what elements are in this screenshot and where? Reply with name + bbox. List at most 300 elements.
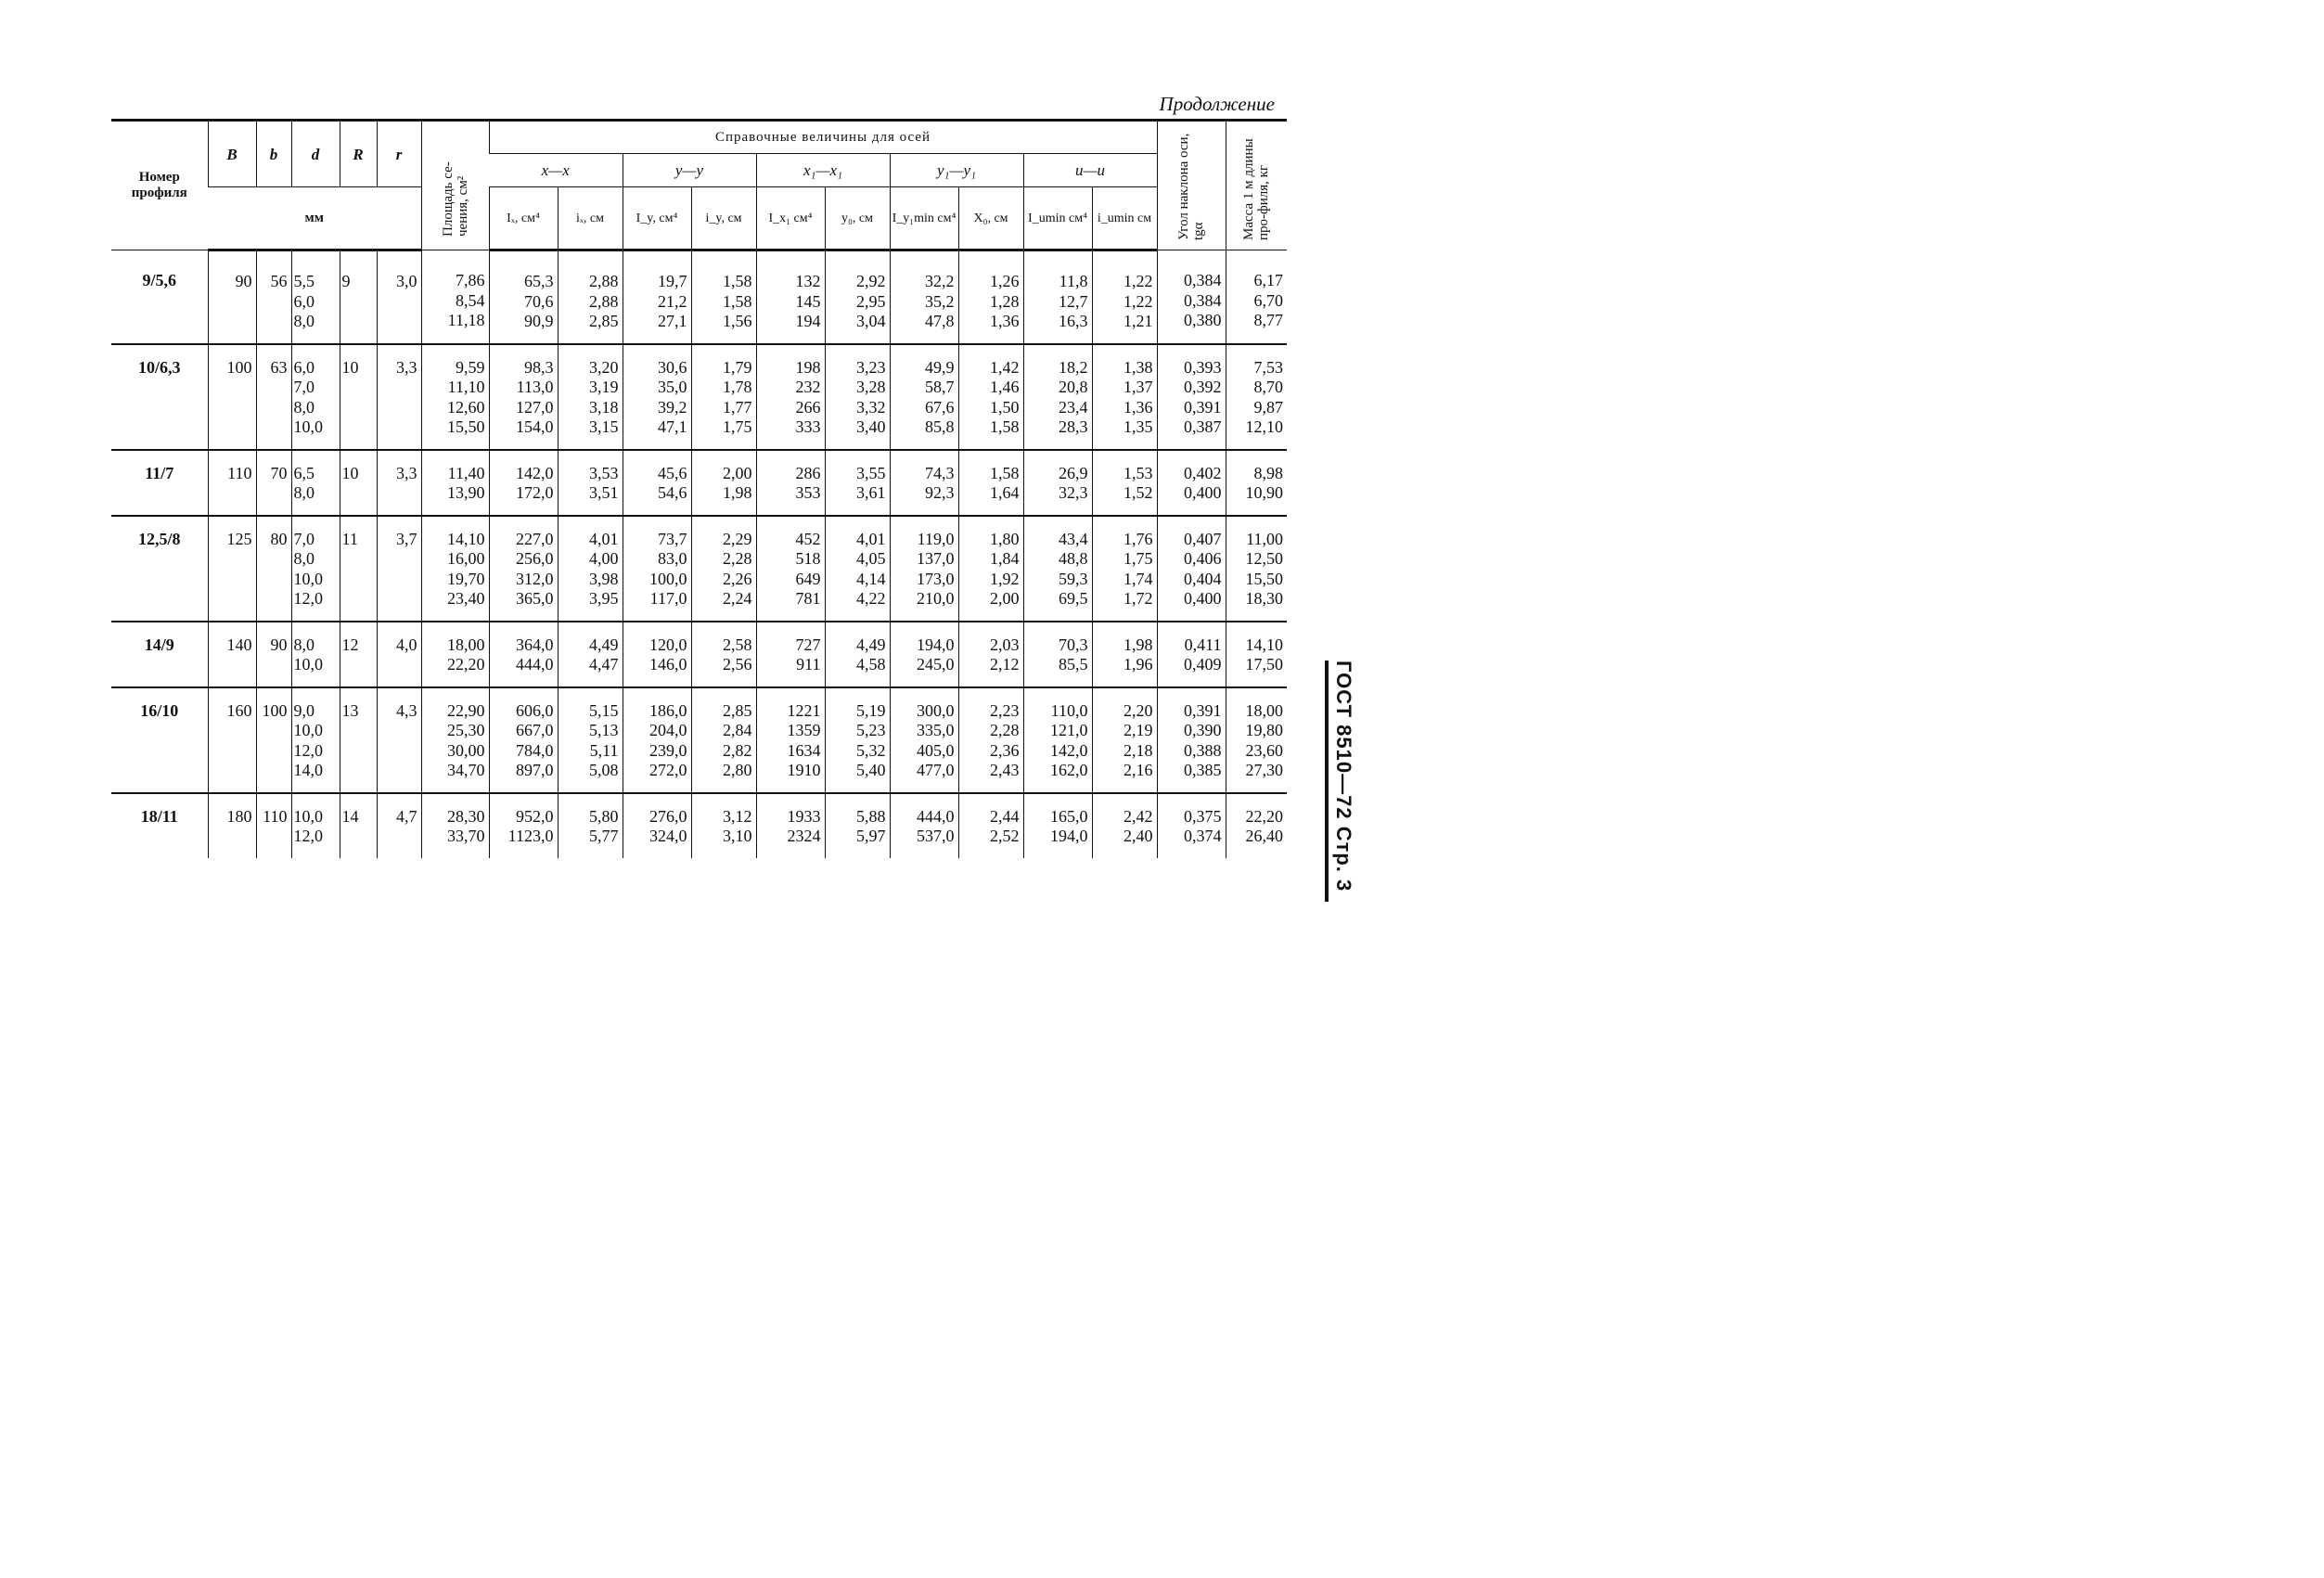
cell-value: 4,01 xyxy=(589,529,619,548)
cell-value: 2,26 xyxy=(723,569,752,588)
cell-value: 98,3 xyxy=(524,357,554,377)
profile-table-wrap xyxy=(111,119,1287,858)
cell-value: 59,3 xyxy=(1059,569,1088,588)
cell-value: 333 xyxy=(795,417,821,436)
cell-value: 18,00 xyxy=(447,635,485,654)
cell-value: 6,70 xyxy=(1253,290,1283,310)
cell-value: 137,0 xyxy=(917,549,955,568)
cell-value: 9,87 xyxy=(1253,397,1283,417)
cell-value: 364,0 xyxy=(516,635,554,654)
cell-value: 300,0 xyxy=(917,700,955,720)
cell-value: 3,3 xyxy=(396,357,417,377)
cell-iy xyxy=(691,344,756,450)
cell-y0 xyxy=(825,793,890,858)
cell-value: 2,43 xyxy=(990,761,1020,779)
cell-b xyxy=(256,622,291,687)
profile-number: 16/10 xyxy=(140,700,179,720)
cell-r xyxy=(377,516,421,622)
cell-value: 4,3 xyxy=(396,700,417,720)
cell-value: 2,85 xyxy=(723,700,752,720)
cell-value: 23,40 xyxy=(447,589,485,608)
cell-value: 1,36 xyxy=(1123,397,1153,417)
cell-Iy1 xyxy=(890,687,958,793)
cell-value: 3,23 xyxy=(856,357,886,377)
cell-r xyxy=(377,344,421,450)
cell-value: 335,0 xyxy=(917,721,955,739)
cell-value: 3,7 xyxy=(396,529,417,548)
cell-value: 0,407 xyxy=(1184,529,1222,548)
cell-value: 110,0 xyxy=(1050,700,1088,720)
cell-value: 405,0 xyxy=(917,740,955,760)
cell-X0 xyxy=(958,622,1023,687)
cell-profile xyxy=(111,622,208,687)
cell-b xyxy=(256,250,291,344)
cell-value: 26,9 xyxy=(1059,463,1088,482)
cell-value: 67,6 xyxy=(925,397,955,417)
cell-value: 10,0 xyxy=(293,806,323,826)
cell-value: 1,50 xyxy=(990,397,1020,417)
cell-value: 90 xyxy=(235,272,252,290)
cell-value: 444,0 xyxy=(516,655,554,674)
cell-Iu xyxy=(1023,622,1092,687)
cell-tg xyxy=(1157,687,1226,793)
cell-value: 2,95 xyxy=(856,291,886,311)
cell-value: 92,3 xyxy=(925,483,955,502)
cell-value: 16,3 xyxy=(1059,312,1088,330)
cell-value: 14,0 xyxy=(293,761,323,779)
cell-Iy1 xyxy=(890,344,958,450)
cell-value: 0,391 xyxy=(1184,700,1222,720)
cell-B xyxy=(208,516,256,622)
axis-y1y1-header: y₁—y₁ xyxy=(890,154,1023,187)
cell-r xyxy=(377,450,421,516)
col-X0-header: X₀, см xyxy=(958,187,1023,250)
cell-y0 xyxy=(825,516,890,622)
cell-value: 14 xyxy=(341,806,359,826)
cell-value: 100,0 xyxy=(649,569,687,588)
col-profile-header: Номер профиля xyxy=(111,121,208,250)
cell-value: 952,0 xyxy=(516,806,554,826)
cell-value: 1,35 xyxy=(1123,417,1153,436)
cell-d xyxy=(291,250,340,344)
cell-value: 1,75 xyxy=(723,417,752,436)
cell-value: 6,0 xyxy=(293,291,315,311)
cell-value: 537,0 xyxy=(917,827,955,845)
cell-mass xyxy=(1226,793,1287,858)
cell-mass xyxy=(1226,250,1287,344)
cell-value: 26,40 xyxy=(1245,827,1283,845)
col-iy-header: i_y, см xyxy=(691,187,756,250)
cell-R xyxy=(340,793,377,858)
cell-value: 1,58 xyxy=(723,272,752,290)
cell-value: 17,50 xyxy=(1245,655,1283,674)
cell-value: 1,96 xyxy=(1123,655,1153,674)
cell-Iy1 xyxy=(890,622,958,687)
cell-value: 23,4 xyxy=(1059,397,1088,417)
cell-value: 14,10 xyxy=(447,529,485,548)
cell-value: 10 xyxy=(341,463,359,482)
cell-value: 4,22 xyxy=(856,589,886,608)
cell-Iy xyxy=(623,687,691,793)
profile-number: 14/9 xyxy=(144,635,174,654)
cell-value: 1,58 xyxy=(723,291,752,311)
col-mass-header xyxy=(1226,121,1287,250)
cell-b xyxy=(256,687,291,793)
axis-yy-header: y—y xyxy=(623,154,756,187)
cell-value: 58,7 xyxy=(925,378,955,396)
col-y0-header: y₀, см xyxy=(825,187,890,250)
cell-Iy1 xyxy=(890,450,958,516)
cell-value: 162,0 xyxy=(1050,761,1088,779)
cell-value: 2,80 xyxy=(723,761,752,779)
cell-value: 2,92 xyxy=(856,272,886,290)
cell-value: 7,0 xyxy=(293,529,315,548)
cell-value: 49,9 xyxy=(925,357,955,377)
cell-value: 204,0 xyxy=(649,721,687,739)
cell-value: 2324 xyxy=(787,827,821,845)
cell-value: 5,40 xyxy=(856,761,886,779)
cell-value: 232 xyxy=(795,378,821,396)
cell-value: 85,8 xyxy=(925,417,955,436)
cell-iy xyxy=(691,250,756,344)
cell-X0 xyxy=(958,450,1023,516)
cell-value: 1,56 xyxy=(723,312,752,330)
cell-ix xyxy=(558,687,623,793)
reference-header: Справочные величины для осей xyxy=(489,121,1157,154)
cell-value: 1221 xyxy=(787,700,821,720)
cell-Iy1 xyxy=(890,516,958,622)
cell-value: 3,98 xyxy=(589,569,619,588)
cell-area xyxy=(421,450,489,516)
cell-value: 11,8 xyxy=(1059,272,1088,290)
cell-d xyxy=(291,450,340,516)
cell-value: 5,19 xyxy=(856,700,886,720)
cell-value: 186,0 xyxy=(649,700,687,720)
cell-value: 2,20 xyxy=(1123,700,1153,720)
cell-area xyxy=(421,793,489,858)
cell-value: 1,22 xyxy=(1123,272,1153,290)
cell-value: 8,54 xyxy=(456,290,485,310)
cell-value: 10,0 xyxy=(293,655,323,674)
cell-iu xyxy=(1092,450,1157,516)
cell-value: 4,58 xyxy=(856,655,886,674)
cell-B xyxy=(208,622,256,687)
cell-value: 1910 xyxy=(787,761,821,779)
table-row xyxy=(111,450,1287,516)
cell-value: 48,8 xyxy=(1059,549,1088,568)
cell-value: 172,0 xyxy=(516,483,554,502)
col-Iy1min-header: I_y₁min см⁴ xyxy=(890,187,958,250)
cell-area xyxy=(421,516,489,622)
cell-tg xyxy=(1157,516,1226,622)
cell-value: 32,2 xyxy=(925,272,955,290)
cell-value: 198 xyxy=(795,357,821,377)
cell-B xyxy=(208,793,256,858)
cell-value: 5,80 xyxy=(589,806,619,826)
cell-value: 1,28 xyxy=(990,291,1020,311)
cell-value: 2,40 xyxy=(1123,827,1153,845)
cell-ix xyxy=(558,516,623,622)
cell-value: 1,21 xyxy=(1123,312,1153,330)
col-B-header: B xyxy=(208,121,256,187)
cell-value: 518 xyxy=(795,549,821,568)
cell-y0 xyxy=(825,687,890,793)
cell-iu xyxy=(1092,516,1157,622)
cell-value: 5,11 xyxy=(589,740,619,760)
cell-ix xyxy=(558,450,623,516)
cell-value: 1,37 xyxy=(1123,378,1153,396)
cell-value: 160 xyxy=(226,700,252,720)
cell-value: 12,60 xyxy=(447,397,485,417)
cell-value: 11 xyxy=(341,529,358,548)
cell-value: 23,60 xyxy=(1245,740,1283,760)
cell-value: 2,44 xyxy=(990,806,1020,826)
cell-value: 2,58 xyxy=(723,635,752,654)
cell-value: 0,387 xyxy=(1184,417,1222,436)
cell-value: 272,0 xyxy=(649,761,687,779)
cell-value: 245,0 xyxy=(917,655,955,674)
cell-Iu xyxy=(1023,344,1092,450)
cell-value: 39,2 xyxy=(658,397,687,417)
cell-Ix1 xyxy=(756,450,825,516)
cell-value: 0,409 xyxy=(1184,655,1222,674)
cell-value: 5,13 xyxy=(589,721,619,739)
cell-ix xyxy=(558,793,623,858)
table-row xyxy=(111,687,1287,793)
col-Iumin-header: I_umin см⁴ xyxy=(1023,187,1092,250)
cell-Ix1 xyxy=(756,622,825,687)
cell-profile xyxy=(111,450,208,516)
cell-Iy xyxy=(623,793,691,858)
cell-value: 3,20 xyxy=(589,357,619,377)
col-Ix-header: Iₓ, см⁴ xyxy=(489,187,558,250)
profile-number: 10/6,3 xyxy=(137,357,181,377)
cell-value: 667,0 xyxy=(516,721,554,739)
cell-B xyxy=(208,250,256,344)
cell-value: 33,70 xyxy=(447,827,485,845)
cell-value: 1,58 xyxy=(990,417,1020,436)
cell-value: 8,77 xyxy=(1253,311,1283,329)
cell-value: 3,61 xyxy=(856,483,886,502)
cell-value: 19,80 xyxy=(1245,721,1283,739)
cell-value: 194,0 xyxy=(917,635,955,654)
cell-value: 127,0 xyxy=(516,397,554,417)
cell-value: 18,00 xyxy=(1245,700,1283,720)
axis-x1x1-header: x₁—x₁ xyxy=(756,154,890,187)
cell-value: 10 xyxy=(341,357,359,377)
col-Iy-header: I_y, см⁴ xyxy=(623,187,691,250)
cell-iy xyxy=(691,793,756,858)
side-gost-label xyxy=(1325,661,1362,902)
cell-b xyxy=(256,793,291,858)
profile-number: 9/5,6 xyxy=(142,271,176,289)
cell-value: 781 xyxy=(795,589,821,608)
cell-y0 xyxy=(825,250,890,344)
axis-uu-header: u—u xyxy=(1023,154,1157,187)
cell-profile xyxy=(111,250,208,344)
cell-value: 7,0 xyxy=(293,378,315,396)
cell-R xyxy=(340,516,377,622)
cell-value: 0,391 xyxy=(1184,397,1222,417)
cell-value: 2,28 xyxy=(723,549,752,568)
cell-value: 276,0 xyxy=(649,806,687,826)
cell-value: 239,0 xyxy=(649,740,687,760)
col-tg-header xyxy=(1157,121,1226,250)
cell-d xyxy=(291,793,340,858)
cell-d xyxy=(291,344,340,450)
cell-value: 12,0 xyxy=(293,740,323,760)
cell-value: 9,59 xyxy=(456,357,485,377)
cell-value: 727 xyxy=(795,635,821,654)
cell-value: 12,7 xyxy=(1059,291,1088,311)
cell-b xyxy=(256,450,291,516)
cell-value: 18,30 xyxy=(1245,589,1283,608)
cell-value: 1359 xyxy=(787,721,821,739)
gost-page-label: ГОСТ 8510—72 Стр. 3 xyxy=(1332,661,1355,892)
cell-value: 3,55 xyxy=(856,463,886,482)
cell-value: 2,03 xyxy=(990,635,1020,654)
cell-value: 0,400 xyxy=(1184,483,1222,502)
cell-value: 16,00 xyxy=(447,549,485,568)
cell-value: 353 xyxy=(795,483,821,502)
cell-value: 1,64 xyxy=(990,483,1020,502)
cell-value: 477,0 xyxy=(917,761,955,779)
cell-d xyxy=(291,687,340,793)
cell-value: 6,17 xyxy=(1253,271,1283,289)
cell-value: 69,5 xyxy=(1059,589,1088,608)
cell-mass xyxy=(1226,622,1287,687)
cell-mass xyxy=(1226,687,1287,793)
profile-number: 11/7 xyxy=(145,463,174,482)
cell-value: 3,32 xyxy=(856,397,886,417)
cell-y0 xyxy=(825,344,890,450)
cell-value: 83,0 xyxy=(658,549,687,568)
continuation-label: Продолжение xyxy=(1159,93,1275,115)
cell-tg xyxy=(1157,250,1226,344)
cell-value: 4,05 xyxy=(856,549,886,568)
cell-iy xyxy=(691,516,756,622)
cell-value: 1123,0 xyxy=(507,827,554,845)
col-ix-header: iₓ, см xyxy=(558,187,623,250)
cell-value: 4,01 xyxy=(856,529,886,548)
cell-value: 27,30 xyxy=(1245,761,1283,779)
cell-value: 2,88 xyxy=(589,291,619,311)
cell-Iy1 xyxy=(890,793,958,858)
cell-value: 6,0 xyxy=(293,357,315,377)
cell-value: 32,3 xyxy=(1059,483,1088,502)
cell-profile xyxy=(111,344,208,450)
cell-value: 256,0 xyxy=(516,549,554,568)
cell-Ix xyxy=(489,622,558,687)
cell-mass xyxy=(1226,450,1287,516)
cell-value: 1,42 xyxy=(990,357,1020,377)
cell-R xyxy=(340,622,377,687)
mass-label: Масса 1 м длины про-филя, кг xyxy=(1241,138,1272,240)
cell-value: 0,400 xyxy=(1184,589,1222,608)
cell-value: 2,82 xyxy=(723,740,752,760)
table-head xyxy=(111,121,1287,250)
cell-value: 4,0 xyxy=(396,635,417,654)
cell-value: 9,0 xyxy=(293,700,315,720)
cell-Iy1 xyxy=(890,250,958,344)
cell-tg xyxy=(1157,793,1226,858)
cell-y0 xyxy=(825,450,890,516)
cell-value: 146,0 xyxy=(649,655,687,674)
cell-value: 2,52 xyxy=(990,827,1020,845)
cell-value: 1,74 xyxy=(1123,569,1153,588)
cell-value: 8,0 xyxy=(293,312,315,330)
cell-value: 12 xyxy=(341,635,359,654)
cell-value: 266 xyxy=(795,397,821,417)
cell-value: 2,12 xyxy=(990,655,1020,674)
cell-value: 19,7 xyxy=(658,272,687,290)
cell-value: 7,53 xyxy=(1253,357,1283,377)
cell-value: 47,8 xyxy=(925,312,955,330)
cell-X0 xyxy=(958,687,1023,793)
cell-R xyxy=(340,250,377,344)
cell-value: 0,385 xyxy=(1184,761,1222,779)
cell-value: 11,00 xyxy=(1246,529,1283,548)
cell-Ix xyxy=(489,250,558,344)
cell-value: 165,0 xyxy=(1050,806,1088,826)
cell-value: 1,80 xyxy=(990,529,1020,548)
cell-Iu xyxy=(1023,250,1092,344)
cell-value: 80 xyxy=(270,529,288,548)
cell-X0 xyxy=(958,250,1023,344)
cell-value: 5,08 xyxy=(589,761,619,779)
cell-iy xyxy=(691,450,756,516)
cell-value: 5,32 xyxy=(856,740,886,760)
cell-value: 19,70 xyxy=(447,569,485,588)
cell-value: 22,90 xyxy=(447,700,485,720)
cell-value: 3,10 xyxy=(723,827,752,845)
col-R-header: R xyxy=(340,121,377,187)
cell-Ix xyxy=(489,450,558,516)
cell-value: 1933 xyxy=(787,806,821,826)
cell-value: 5,88 xyxy=(856,806,886,826)
cell-value: 15,50 xyxy=(1245,569,1283,588)
cell-value: 0,384 xyxy=(1184,290,1222,310)
cell-ix xyxy=(558,344,623,450)
cell-value: 63 xyxy=(270,357,288,377)
cell-mass xyxy=(1226,516,1287,622)
cell-value: 73,7 xyxy=(658,529,687,548)
cell-value: 5,15 xyxy=(589,700,619,720)
cell-value: 0,404 xyxy=(1184,569,1222,588)
cell-value: 2,23 xyxy=(990,700,1020,720)
cell-value: 8,98 xyxy=(1253,463,1283,482)
cell-value: 2,16 xyxy=(1123,761,1153,779)
cell-value: 649 xyxy=(795,569,821,588)
cell-value: 1,77 xyxy=(723,397,752,417)
cell-value: 1,98 xyxy=(723,483,752,502)
cell-iy xyxy=(691,687,756,793)
cell-R xyxy=(340,450,377,516)
cell-value: 1,98 xyxy=(1123,635,1153,654)
cell-value: 142,0 xyxy=(1050,740,1088,760)
cell-iu xyxy=(1092,622,1157,687)
cell-Ix xyxy=(489,687,558,793)
cell-value: 14,10 xyxy=(1245,635,1283,654)
cell-value: 3,12 xyxy=(723,806,752,826)
cell-value: 22,20 xyxy=(447,655,485,674)
table-row xyxy=(111,793,1287,858)
cell-value: 12,10 xyxy=(1245,417,1283,436)
profile-table xyxy=(111,119,1287,858)
cell-value: 1,46 xyxy=(990,378,1020,396)
cell-value: 70,3 xyxy=(1059,635,1088,654)
cell-Iy xyxy=(623,344,691,450)
